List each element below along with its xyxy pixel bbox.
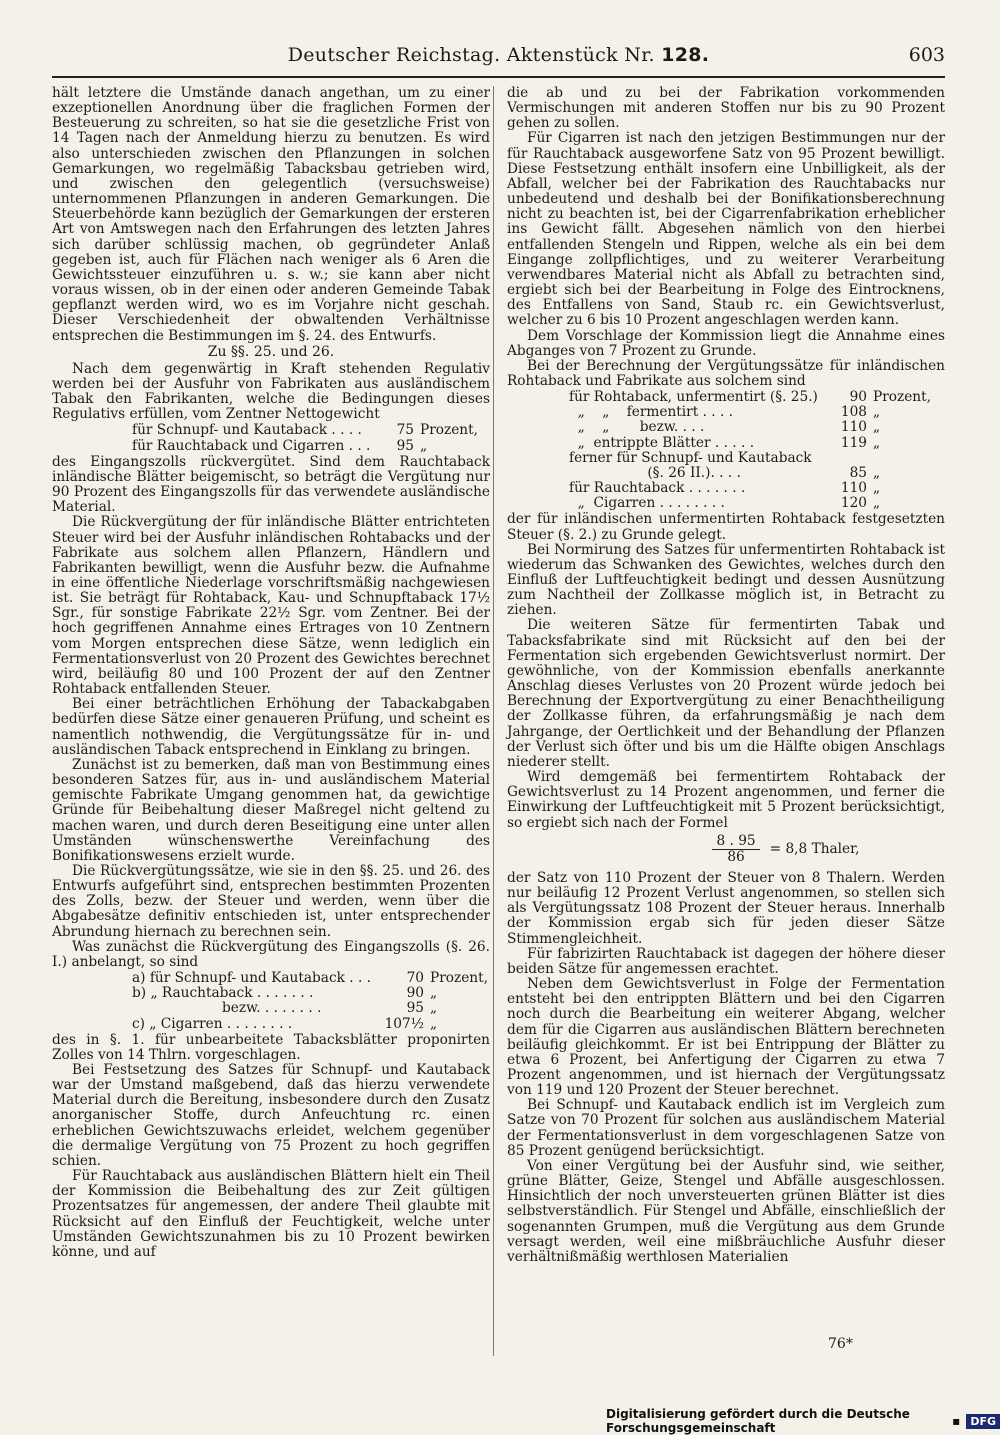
row-value xyxy=(823,451,867,466)
rate-table-current xyxy=(52,423,490,453)
paragraph: Für Cigarren ist nach den jetzigen Bestimmungen nur der für Rauchtaback ausgeworfene Satz von 95 Prozent bewilligt. Diese Festsetzung enthält insofern eine Unbilligkeit, als der Abfall, welcher bei der Fabrikation des Rauchtabacks nur unbedeutend und deshalb bei der Bonifikationsberechnung nicht zu beachten ist, bei der Cigarrenfabrikation erheblicher ins Gewicht fällt. Abgesehen nämlich von den hierbei entfallenden Stengeln und Rippen, welche als ein bei dem Eingange zollpflichtiges, und zu weiterer Verarbeitung verwendbares Material nicht als Abfall zu betrachten sind, ergiebt sich bei der Bearbeitung in Folge des Eintrocknens, des Entfallens von Sand, Staub rc. ein Gewichtsverlust, welcher zu 6 bis 10 Prozent angeschlagen werden kann. xyxy=(507,130,945,329)
page-header xyxy=(52,42,945,78)
row-unit: „ xyxy=(873,419,881,436)
row-label: (§. 26 II.). . . . xyxy=(569,465,741,481)
footer-text: Digitalisierung gefördert durch die Deutsche Forschungsgemeinschaft xyxy=(606,1407,910,1435)
paragraph: Bei der Berechnung der Vergütungssätze für inländischen Rohtaback und Fabrikate aus solchem sind xyxy=(507,357,945,389)
paragraph: Dem Vorschlage der Kommission liegt die Annahme eines Abganges von 7 Prozent zu Grunde. xyxy=(507,327,945,359)
row-unit: „ xyxy=(430,1015,438,1032)
paragraph: Zunächst ist zu bemerken, daß man von Bestimmung eines besonderen Satzes für, aus in- und ausländischem Material gemischte Fabrikate Umgang genommen hat, da gewichtige Gründe für Beibehaltung dieser Maßregel nicht geltend zu machen waren, und durch deren Beseitigung eine unter allen Umständen wünschenswerthe Vereinfachung des Bonifikationswesens erzielt wurde. xyxy=(52,756,490,864)
fraction-denominator: 86 xyxy=(727,848,745,865)
table-row xyxy=(132,986,490,1001)
row-value: 70 xyxy=(406,970,424,987)
column-divider xyxy=(493,86,494,1356)
paragraph: Was zunächst die Rückvergütung des Eingangszolls (§. 26. I.) anbelangt, so sind xyxy=(52,938,490,970)
formula xyxy=(627,834,945,865)
row-value: 90 xyxy=(849,389,867,406)
rate-table-domestic xyxy=(507,390,945,511)
row-label: a) für Schnupf- und Kautaback . . . xyxy=(132,971,372,987)
row-label: „ „ bezw. . . . xyxy=(569,420,705,436)
paragraph: des in §. 1. für unbearbeitete Tabacksblätter proponirten Zolles von 14 Thlrn. vorgeschlagen. xyxy=(52,1031,490,1063)
paragraph: Nach dem gegenwärtig in Kraft stehenden Regulativ werden bei der Ausfuhr von Fabrikaten aus ausländischem Tabak den Fabrikanten, welche die Bedingungen dieses Regulativs erfüllen, vom Zentner Nettogewicht xyxy=(52,360,490,423)
row-value: 95 xyxy=(396,437,414,454)
section-heading: Zu §§. 25. und 26. xyxy=(207,343,335,360)
page-number: 603 xyxy=(908,44,945,66)
paragraph: der für inländischen unfermentirten Rohtaback festgesetzten Steuer (§. 2.) zu Grunde gelegt. xyxy=(507,511,945,543)
row-label: für Schnupf- und Kautaback . . . . xyxy=(132,423,362,439)
fraction xyxy=(712,834,759,865)
document-number: 128. xyxy=(661,44,710,66)
row-label: ferner für Schnupf- und Kautaback xyxy=(569,450,812,466)
row-label: bezw. . . . . . . . xyxy=(222,1001,322,1017)
row-value: 120 xyxy=(840,495,867,512)
paragraph: Die weiteren Sätze für fermentirten Tabak und Tabacksfabrikate sind mit Rücksicht auf den bei der Fermentation sich ergebenden Gewichtsverlust normirt. Der gewöhnliche, von der Kommission ebenfalls anerkannte Anschlag dieses Verlustes von 20 Prozent würde jedoch bei Berechnung der Exportvergütung zu einer Benachtheiligung der Zollkasse führen, da erfahrungsmäßig je nach dem Jahrgange, der Oertlichkeit und der Behandlung der Pflanzen der Verlust sich öfter und bis um die Hälfte obigen Anschlags niederer stellt. xyxy=(507,617,945,770)
dfg-logo-icon: ▪ xyxy=(952,1414,961,1428)
left-column xyxy=(52,86,490,1260)
table-row xyxy=(569,466,945,481)
paragraph: Bei Festsetzung des Satzes für Schnupf- und Kautaback war der Umstand maßgebend, daß das hierzu verwendete Material durch die Bereitung, insbesondere durch den Zusatz anorganischer Stoffe, durch Anfeuchtung rc. einen erheblichen Gewichtszuwachs erleidet, welchem gegenüber die dermalige Vergütung von 75 Prozent zu hoch gegriffen schien. xyxy=(52,1062,490,1169)
signature-mark: 76* xyxy=(828,1336,853,1352)
paragraph: Von einer Vergütung bei der Ausfuhr sind, wie seither, grüne Blätter, Geize, Stengel und Abfälle ausgeschlossen. Hinsichtlich der noch unversteuerten grünen Blätter ist dies selbstverständlich. Für Stengel und Abfälle, einschließlich der sogenannten Grumpen, muß die Vergütung aus dem Grunde versagt werden, weil eine mißbräuchliche Ausfuhr dieser verhältnißmäßig werthlosen Materialien xyxy=(507,1157,945,1265)
row-value: 119 xyxy=(840,434,867,451)
fraction-numerator: 8 . 95 xyxy=(712,834,759,850)
right-column xyxy=(507,86,945,1265)
paragraph: Bei einer beträchtlichen Erhöhung der Tabackabgaben bedürfen diese Sätze einer genaueren Prüfung, und scheint es namentlich nothwendig, die Vergütungssätze für in- und ausländischen Taback entsprechend in Einklang zu bringen. xyxy=(52,696,490,758)
row-unit xyxy=(867,451,945,466)
table-row xyxy=(132,439,480,454)
paragraph: Wird demgemäß bei fermentirtem Rohtaback der Gewichtsverlust zu 14 Prozent angenommen, und ferner die Einwirkung der Luftfeuchtigkeit mit 5 Prozent berücksichtigt, so ergiebt sich nach der Formel xyxy=(507,769,945,831)
row-unit: „ xyxy=(873,480,881,497)
row-unit: Prozent, xyxy=(420,422,478,439)
paragraph: der Satz von 110 Prozent der Steuer von 8 Thalern. Werden nur beiläufig 12 Prozent Verlust angenommen, so stellen sich als Vergütungssatz 108 Prozent der Steuer heraus. Innerhalb der Kommission ergab sich für jeden dieser Sätze Stimmengleichheit. xyxy=(507,869,945,947)
row-label: für Rauchtaback und Cigarren . . . xyxy=(132,438,370,454)
paragraph: Die Rückvergütung der für inländische Blätter entrichteten Steuer wird bei der Ausfuhr inländischen Rohtabacks und der Fabrikate aus solchem allen Pflanzern, Händlern und Fabrikanten bewilligt, wenn die Ausfuhr bezw. die Aufnahme in eine öffentliche Niederlage vorschriftsmäßig nachgewiesen ist. Sie beträgt für Rohtaback, Kau- und Schnupftaback 17½ Sgr., für sonstige Fabrikate 22½ Sgr. vom Zentner. Bei der hoch gegriffenen Annahme eines Ertrages von 10 Zentnern vom Morgen entsprechen diese Sätze, wenn lediglich ein Fermentationsverlust von 20 Prozent des Gewichtes berechnet wird, beiläufig 80 und 100 Prozent der auf den Zentner Rohtaback entfallenden Steuer. xyxy=(52,514,490,698)
row-label: c) „ Cigarren . . . . . . . . xyxy=(132,1016,293,1032)
row-unit: „ xyxy=(873,464,881,481)
row-value: 90 xyxy=(406,985,424,1002)
row-value: 110 xyxy=(840,419,867,436)
paragraph: Bei Schnupf- und Kautaback endlich ist im Vergleich zum Satze von 70 Prozent für solchen aus ausländischem Material der Fermentationsverlust in dem vorgeschlagenen Satze von 85 Prozent genügend berücksichtigt. xyxy=(507,1097,945,1159)
table-row xyxy=(569,405,945,420)
row-value: 107½ xyxy=(384,1015,424,1032)
paragraph: Die Rückvergütungssätze, wie sie in den §§. 25. und 26. des Entwurfs aufgeführt sind, entsprechen bestimmten Prozenten des Zolls, bezw. der Steuer und werden, wenn über die Abgabesätze definitiv entschieden ist, unter entsprechender Abrundung hiernach zu berechnen sein. xyxy=(52,862,490,940)
paragraph: Neben dem Gewichtsverlust in Folge der Fermentation entsteht bei den entrippten Blättern und bei den Cigarren noch durch die Bearbeitung ein weiterer Abgang, welcher dem für die Cigarren aus ausländischen Blättern berechneten beiläufig gleichkommt. Er ist bei Entrippung der Blätter zu etwa 6 Prozent, bei Anfertigung der Cigarren zu etwa 7 Prozent angenommen, und ist hiernach der Vergütungssatz von 119 und 120 Prozent der Steuer berechnet. xyxy=(507,976,945,1099)
table-row xyxy=(132,1017,490,1032)
row-label: für Rohtaback, unfermentirt (§. 25.) xyxy=(569,390,818,406)
row-label: b) „ Rauchtaback . . . . . . . xyxy=(132,986,314,1002)
row-value: 85 xyxy=(849,464,867,481)
row-unit: „ xyxy=(430,1000,438,1017)
dfg-logo: DFG xyxy=(966,1414,1000,1429)
table-row xyxy=(569,436,945,451)
running-title-text: Deutscher Reichstag. Aktenstück Nr. xyxy=(287,44,655,66)
row-value: 108 xyxy=(840,404,867,421)
row-value: 95 xyxy=(406,1000,424,1017)
running-title xyxy=(52,44,945,66)
paragraph: Für Rauchtaback aus ausländischen Blättern hielt ein Theil der Kommission die Beibehaltung des zur Zeit gültigen Prozentsatzes für angemessen, der andere Theil glaubte mit Rücksicht auf den Einfluß der Feuchtigkeit, welche unter Umständen Gewichtszunahmen bis zu 10 Prozent bewirken könne, und auf xyxy=(52,1168,490,1260)
row-unit: Prozent, xyxy=(873,389,931,406)
formula-result: = 8,8 Thaler, xyxy=(769,840,860,857)
table-row xyxy=(132,423,480,438)
row-label: „ „ fermentirt . . . . xyxy=(569,405,734,421)
digitization-footer xyxy=(606,1407,1000,1435)
row-unit: „ xyxy=(420,437,428,454)
table-row xyxy=(132,971,490,986)
paragraph: hält letztere die Umstände danach angethan, um zu einer exzeptionellen Anordnung über die fraglichen Formen der Besteuerung zu schreiten, so hat sie die gesetzliche Frist von 14 Tagen nach der Anmeldung hierzu zu benutzen. Es wird also unterschieden zwischen den Pflanzungen in solchen Gemarkungen, wo regelmäßig Tabacksbau getrieben wird, und zwischen den gelegentlich (versuchsweise) unternommenen Pflanzungen in anderen Gemarkungen. Die Steuerbehörde kann bezüglich der Gemarkungen der ersteren Art von Amtswegen nach den Erfahrungen des letzten Jahres sich darüber schlüssig machen, ob gegründeter Anlaß gegeben ist, auch für Flächen nach weniger als 6 Aren die Gewichtssteuer einzuführen u. s. w.; sie kann aber nicht voraus wissen, ob in der einen oder anderen Gemeinde Tabak gepflanzt werden wird, wo es im Vorjahre nicht geschah. Dieser Verschiedenheit der obwaltenden Verhältnisse entsprechen die Bestimmungen im §. 24. des Entwurfs. xyxy=(52,85,490,344)
row-value: 75 xyxy=(396,422,414,439)
row-unit: „ xyxy=(873,495,881,512)
paragraph: Für fabrizirten Rauchtaback ist dagegen der höhere dieser beiden Sätze für angemessen erachtet. xyxy=(507,945,945,977)
paragraph: des Eingangszolls rückvergütet. Sind dem Rauchtaback inländische Blätter beigemischt, so beträgt die Vergütung nur 90 Prozent des Eingangszolls für das verwendete ausländische Material. xyxy=(52,453,490,516)
row-unit: „ xyxy=(873,404,881,421)
row-value: 110 xyxy=(840,480,867,497)
row-unit: Prozent, xyxy=(430,970,488,987)
table-row xyxy=(569,420,945,435)
paragraph: Bei Normirung des Satzes für unfermentirten Rohtaback ist wiederum das Schwanken des Gewichtes, welches durch den Einfluß der Luftfeuchtigkeit bedingt und dessen Ausnützung zum Nachtheil der Zollkasse möglich ist, in Betracht zu ziehen. xyxy=(507,541,945,619)
row-label: „ entrippte Blätter . . . . . xyxy=(569,435,755,451)
table-row xyxy=(569,496,945,511)
table-row xyxy=(569,390,945,405)
row-label: „ Cigarren . . . . . . . . xyxy=(569,496,725,512)
paragraph: die ab und zu bei der Fabrikation vorkommenden Vermischungen mit anderen Stoffen nur bis zu 90 Prozent gehen zu sollen. xyxy=(507,85,945,132)
table-row xyxy=(132,1001,490,1016)
table-row xyxy=(569,481,945,496)
row-label: für Rauchtaback . . . . . . . xyxy=(569,481,746,497)
rate-table-proposed xyxy=(52,971,490,1032)
row-unit: „ xyxy=(430,985,438,1002)
table-row xyxy=(569,451,945,466)
row-unit: „ xyxy=(873,434,881,451)
